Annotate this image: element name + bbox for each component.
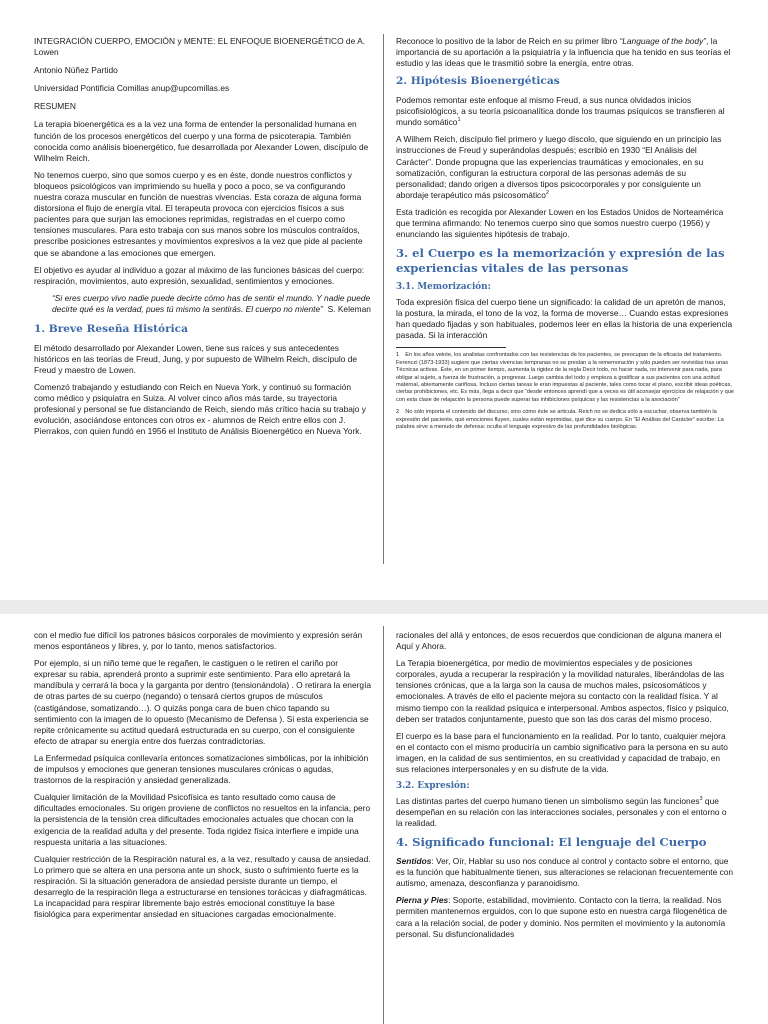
document-page-2 <box>0 614 768 1024</box>
section-heading-1: 1. Breve Reseña Histórica <box>34 322 188 335</box>
column-divider <box>383 34 384 564</box>
column-divider <box>383 626 384 1024</box>
text-run: Reconoce lo positivo de la labor de Reich en su primer libro <box>396 36 620 46</box>
quote-text: “Si eres cuerpo vivo nadie puede decirte cómo has de sentir el mundo. Y nadie puede decirte qué es la verdad, pues tú mismo la sentirás. El cuerpo no miente” <box>52 292 371 314</box>
text-run: , la importancia de su aportación a la psiquiatría y la influencia que ha tenido en sus teorías el estudio y las ideas que le trasmitió sobre la energía, entre otras. <box>396 36 731 69</box>
right-column <box>396 36 734 596</box>
section-heading-4: 4. Significado funcional: El lenguaje del Cuerpo <box>396 835 707 850</box>
text-run: A Wilhem Reich, discípulo fiel primero y luego díscolo, que siguiendo en un principio las instrucciones de Freud y superándolas después; escribió en 1930 “El Análisis del Carácter”. Donde propugna que las experiencias traumáticas y emocionales, en su somatización, configuran la estructura corporal de las personas además de su personalidad; dando origen a diversos tipos psicocorporales y por consiguiente un abordaje terapéutico más psicosomático <box>396 134 722 200</box>
footnote-2 <box>396 409 734 431</box>
footnote-ref: 1 <box>457 117 461 124</box>
right-column <box>396 630 734 1024</box>
paragraph: Cualquier restricción de la Respiración natural es, a la vez, resultado y causa de ansiedad. Lo primero que se altera en una persona ante un shock, susto o sufrimiento fuerte es la respiración. Si la situación generadora de ansiedad persiste durante un tiempo, el desarreglo de la respiración llega a estructurarse en tensiones torácicas y diafragmáticas. La incapacidad para respirar libremente bajo estrés emocional constituye la base fisiológica para experimentar ansiedad en situaciones cargadas emocionalmente. <box>34 853 371 920</box>
term-label: Sentidos <box>396 856 432 867</box>
text-run: que desempeñan en su relación con las interacciones sociales, personales y con el entorno o la realidad. <box>396 795 727 828</box>
footnote-ref: 2 <box>545 190 549 196</box>
text-run: Podemos remontar este enfoque al mismo Freud, a sus nunca olvidados inicios psicofisiológicos, a su teoría psicoanalítica donde los traumas psíquicos se transfieren al mundo somático <box>396 95 725 128</box>
text-run: : Soporte, estabilidad, movimiento. Contacto con la tierra, la realidad. Nos permiten mantenernos erguidos, con lo que supone esto en nuestra carga filogenética de cara a la relación social, de poder y dominio. Nos permiten el movimiento y la autonomía personal. Su disfuncionalidades <box>396 895 728 939</box>
paragraph <box>396 796 734 829</box>
paragraph: Por ejemplo, si un niño teme que le regañen, le castiguen o le retiren el cariño por expresar su rabia, aprenderá pronto a suprimir este sentimiento. Para ello apretará la mandíbula y cerrará la boca y la garganta por dentro (tensionándola) . O retirara la energía de otras partes de su cuerpo (negando) o tensará ciertos grupos de músculos (castigándose, somatizando…). O quizás ponga cara de buen chico tapando su sentimiento con la imagen de lo opuesto (Mecanismo de Defensa ). Si esta experiencia se repite crónicamente su actitud quedará estructurada en su cuerpo, con el consiguiente efecto de atrapar su energía entre dos fuerzas contradictorias. <box>34 658 372 746</box>
paragraph <box>396 895 734 939</box>
text-run: : Ver, Oír, Hablar su uso nos conduce al control y contacto sobre el entorno, que es la función que habitualmente tienen, sus alteraciones se relacionan frecuentemente con autismo, amenaza, desconfianza y paranoidismo. <box>396 856 734 889</box>
paragraph <box>396 36 734 69</box>
section-heading-3: 3. el Cuerpo es la memorización y expresión de las experiencias vitales de las personas <box>396 246 725 276</box>
paragraph <box>396 95 734 128</box>
footnote-text: No sólo importa el contenido del discurso, sino cómo éste se articula. Reich no se dedica sólo a escuchar, observa también la expresión del paciente, qué emociones fluyen, cuales están reprimidas, qué dice su cuerpo. En “El Análisis del Carácter” escribe: La palabra sirve a menudo de defensa: oculta el lenguaje expresivo de las profundidades biológicas. <box>396 409 724 431</box>
left-column <box>34 36 372 596</box>
text-run: Las distintas partes del cuerpo humano tienen un simbolismo según las funciones <box>396 795 700 806</box>
paragraph: Esta tradición es recogida por Alexander Lowen en los Estados Unidos de Norteamérica que termina afirmando: No tenemos cuerpo sino que somos nuestro cuerpo (1956) y enunciando las siguientes hipótesis de trabajo. <box>396 206 724 240</box>
subsection-heading-3-2: 3.2. Expresión: <box>396 781 470 792</box>
section-heading-2: 2. Hipótesis Bioenergéticas <box>396 75 560 88</box>
paragraph: Comenzó trabajando y estudiando con Reich en Nueva York, y continuó su formación como médico y psiquiatra en Suiza. Al volver cinco años más tarde, su trayectoria profesional y personal se fue distanciando de Reich, siendo más crítico hacia su trabajo y evolución, asociándose entonces con otros ex - alumnos de Reich entre ellos con J. Pierrakos, con quien fundó en 1956 el Instituto de Análisis Bioenergético en Nueva York. <box>34 382 366 437</box>
paragraph: La Terapia bioenergética, por medio de movimientos especiales y de posiciones corporales, ayuda a recuperar la respiración y la movilidad naturales, liberándolas de las tensiones crónicas, que a la larga son la causa de muchos males, psicosomáticos y emocionales. A través de ello el paciente mejora su contacto con la realidad física. Y al mismo tiempo con la realidad psíquica e interpersonal. Ambos aspectos, físico y psíquico, deben ser tratados conjuntamente, puesto que son las dos caras del mismo proceso. <box>396 658 729 724</box>
paragraph: El cuerpo es la base para el funcionamiento en la realidad. Por lo tanto, cualquier mejora en el contacto con el mismo produciría un cambio significativo para la persona en su auto imagen, en la calidad de sus sentimientos, en su creatividad y capacidad de trabajo, en sus relaciones interpersonales y en su disfrute de la vida. <box>396 730 728 775</box>
author-name: Antonio Núñez Partido <box>34 65 118 76</box>
article-title: INTEGRACIÓN CUERPO, EMOCIÓN y MENTE: EL ENFOQUE BIOENERGÉTICO de A. Lowen <box>34 36 366 58</box>
page-gap <box>0 600 768 614</box>
paragraph: No tenemos cuerpo, sino que somos cuerpo y es en éste, donde nuestros conflictos y bloqueos psicológicos van imprimiendo su huella y poco a poco, se va configurando nuestra coraza muscular en función de nuestras vivencias. Esta coraza de alguna forma distorsiona el flujo de energía vital. El terapeuta provoca con ejercicios físicos a sus pacientes para que surjan las emociones reprimidas, registradas en el cuerpo como tensiones musculares. Para esto trabaja con sus manos sobre los músculos contraídos, prescribe posiciones estresantes y movimientos expresivos a la vez que pide al paciente que se abandone a las emociones que emergen. <box>34 169 363 258</box>
quote-author: S. Keleman <box>327 303 371 314</box>
paragraph: La Enfermedad psíquica conllevaría entonces somatizaciones simbólicas, por la inhibición de impulsos y emociones que generan tensiones musculares crónicas o agudas, trastornos de la respiración y ansiedad generalizada. <box>34 752 369 786</box>
paragraph <box>396 856 734 889</box>
term-label: Pierna y Pies <box>396 895 449 906</box>
paragraph: La terapia bioenergética es a la vez una forma de entender la personalidad humana en función de los procesos energéticos del cuerpo y una forma de psicoterapia. También conocida como análisis bioenergético, fue desarrollada por Alexander Lowen, discípulo de Wilhelm Reich. <box>34 119 369 163</box>
footnote-separator <box>396 347 506 348</box>
paragraph <box>396 134 734 201</box>
left-column <box>34 630 372 1024</box>
book-title: “Language of the body” <box>619 36 707 46</box>
paragraph: con el medio fue difícil los patrones básicos corporales de movimiento y expresión serán menos espontáneos y libres, y, por lo tanto, menos satisfactorios. <box>34 630 363 652</box>
footnote-ref: 3 <box>699 795 703 802</box>
paragraph: Cualquier limitación de la Movilidad Psicofísica es tanto resultado como causa de dificultades emocionales. Su origen proviene de conflictos no resueltos en la infancia, pero la persistencia de la tensión crea dificultades emocionales actuales que chocan con la exigencia de la realidad adulta y del presente. Toda rigidez física interfiere e impide una respuesta unitaria a las situaciones. <box>34 792 371 847</box>
author-affiliation: Universidad Pontificia Comillas anup@upcomillas.es <box>34 83 230 94</box>
footnote-1 <box>396 352 734 404</box>
footnote-number: 2 <box>396 409 400 416</box>
footnote-text: En los años veinte, los analistas confrontados con las resistencias de los pacientes, se preocupan de la eficacia del tratamiento. Ferenczi (1873-1933) sugiere que ciertas vivencias tempranas no se prestan a la rememoración y sólo pueden ser revividas tras unas Técnicas activas. Éste, en un primer tiempo, aumenta la rigidez de la regla Decir todo, no hacer nada, no intervenir para nada, para obligar al sujeto, a fuerza de frustración, a progresar. Luego cambia del todo y empieza a gratificar a sus pacientes con una actitud maternal, abiertamente cariñosa. Incluso ciertas tareas le eran impuestas al paciente, tales como tocar el piano, escribir ideas poéticas, ciertas prohibiciones, etc. Es más, llega a decir que “desde entonces aprendí que a veces es útil aconsejar ejercicios de relajación y que con esta clase de relajación la persona puede superar las inhibiciones psíquicas y las resistencias a la asociación” <box>396 352 734 403</box>
resumen-heading: RESUMEN <box>34 101 76 112</box>
subsection-heading-3-1: 3.1. Memorización: <box>396 282 491 293</box>
epigraph-quote <box>52 293 372 315</box>
paragraph: El método desarrollado por Alexander Lowen, tiene sus raíces y sus antecedentes históricos en las teorías de Freud, Jung, y por supuesto de Wilhelm Reich, discípulo de Freud y maestro de Lowen. <box>34 342 358 375</box>
footnote-number: 1 <box>396 352 400 359</box>
paragraph: racionales del allá y entonces, de esos recuerdos que condicionan de alguna manera el Aquí y Ahora. <box>396 630 722 652</box>
paragraph: El objetivo es ayudar al individuo a gozar al máximo de las funciones básicas del cuerpo: respiración, movimientos, auto expresión, sexualidad, sentimientos y emociones. <box>34 264 365 286</box>
paragraph: Toda expresión física del cuerpo tiene un significado: la calidad de un apretón de manos, la postura, la mirada, el tono de la voz, la forma de moverse… Cuando estas expresiones han quedado fijadas y son habituales, podemos leer en ellas la historia de una experiencia pasada. Si la interacción <box>396 296 733 341</box>
